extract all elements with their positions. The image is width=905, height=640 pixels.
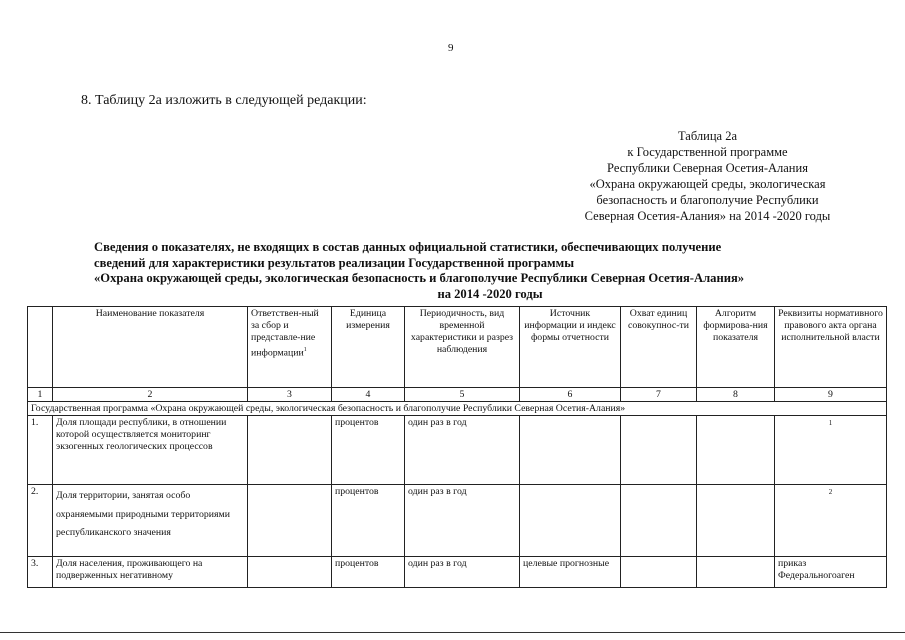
source-cell bbox=[520, 416, 621, 485]
table-heading bbox=[60, 240, 860, 302]
table-row bbox=[28, 485, 887, 557]
row-number: 2. bbox=[28, 485, 53, 557]
column-number: 6 bbox=[520, 388, 621, 402]
period-cell: один раз в год bbox=[405, 485, 520, 557]
header-cell-coverage: Охват единиц совокупнос-ти bbox=[621, 307, 697, 388]
column-number: 2 bbox=[53, 388, 248, 402]
heading-line: сведений для характеристики результатов реализации Государственной программы bbox=[94, 255, 575, 270]
annex-line: безопасность и благополучие Республики bbox=[596, 193, 819, 207]
column-number: 7 bbox=[621, 388, 697, 402]
annex-line: Северная Осетия-Алания» на 2014 -2020 годы bbox=[584, 209, 831, 223]
page-number: 9 bbox=[448, 42, 454, 54]
unit-cell: процентов bbox=[332, 485, 405, 557]
column-number: 8 bbox=[697, 388, 775, 402]
column-number: 1 bbox=[28, 388, 53, 402]
algorithm-cell bbox=[697, 416, 775, 485]
annex-caption bbox=[540, 128, 875, 224]
header-cell-name: Наименование показателя bbox=[53, 307, 248, 388]
indicators-table bbox=[27, 306, 887, 588]
header-cell-responsible bbox=[248, 307, 332, 388]
header-cell-num bbox=[28, 307, 53, 388]
source-cell bbox=[520, 485, 621, 557]
indicator-name: Доля площади республики, в отношении которой осуществляется мониторинг экзогенных геологических процессов bbox=[53, 416, 248, 485]
instruction-text: 8. Таблицу 2а изложить в следующей редакции: bbox=[81, 93, 367, 108]
column-numbers-row bbox=[28, 388, 887, 402]
header-responsible-text: Ответствен-ный за сбор и представле-ние информации bbox=[251, 308, 319, 359]
coverage-cell bbox=[621, 557, 697, 588]
responsible-cell bbox=[248, 485, 332, 557]
coverage-cell bbox=[621, 485, 697, 557]
heading-line: на 2014 -2020 годы bbox=[437, 286, 543, 301]
requisites-cell: 2 bbox=[775, 485, 887, 557]
annex-line: «Охрана окружающей среды, экологическая bbox=[589, 177, 826, 191]
header-cell-algorithm: Алгоритм формирова-ния показателя bbox=[697, 307, 775, 388]
indicator-name: Доля территории, занятая особо охраняемыми природными территориями республиканского значения bbox=[53, 485, 248, 557]
column-number: 5 bbox=[405, 388, 520, 402]
column-number: 9 bbox=[775, 388, 887, 402]
row-number: 1. bbox=[28, 416, 53, 485]
column-number: 4 bbox=[332, 388, 405, 402]
indicator-name: Доля населения, проживающего на подверженных негативному bbox=[53, 557, 248, 588]
table-header-row bbox=[28, 307, 887, 388]
program-title: Государственная программа «Охрана окружающей среды, экологическая безопасность и благополучие Республики Северная Осетия-Алания» bbox=[28, 402, 887, 416]
annex-line: Таблица 2а bbox=[677, 129, 737, 143]
header-cell-period: Периодичность, вид временной характеристики и разрез наблюдения bbox=[405, 307, 520, 388]
annex-line: к Государственной программе bbox=[627, 145, 788, 159]
header-cell-requisites: Реквизиты нормативного правового акта органа исполнительной власти bbox=[775, 307, 887, 388]
table-row bbox=[28, 416, 887, 485]
column-number: 3 bbox=[248, 388, 332, 402]
annex-line: Республики Северная Осетия-Алания bbox=[607, 161, 808, 175]
unit-cell: процентов bbox=[332, 557, 405, 588]
period-cell: один раз в год bbox=[405, 416, 520, 485]
heading-line: «Охрана окружающей среды, экологическая безопасность и благополучие Республики Северная Осетия-Алания» bbox=[94, 271, 745, 285]
header-cell-unit: Единица измерения bbox=[332, 307, 405, 388]
requisites-cell: приказ Федеральногоаген bbox=[775, 557, 887, 588]
source-cell: целевые прогнозные bbox=[520, 557, 621, 588]
coverage-cell bbox=[621, 416, 697, 485]
responsible-cell bbox=[248, 557, 332, 588]
row-number: 3. bbox=[28, 557, 53, 588]
footnote-mark: 1 bbox=[303, 347, 307, 353]
period-cell: один раз в год bbox=[405, 557, 520, 588]
algorithm-cell bbox=[697, 485, 775, 557]
responsible-cell bbox=[248, 416, 332, 485]
program-row bbox=[28, 402, 887, 416]
page-bottom-edge bbox=[0, 632, 905, 635]
requisites-cell: 1 bbox=[775, 416, 887, 485]
algorithm-cell bbox=[697, 557, 775, 588]
unit-cell: процентов bbox=[332, 416, 405, 485]
header-cell-source: Источник информации и индекс формы отчетности bbox=[520, 307, 621, 388]
heading-line: Сведения о показателях, не входящих в состав данных официальной статистики, обеспечивающих получение bbox=[94, 240, 722, 254]
table-row bbox=[28, 557, 887, 588]
